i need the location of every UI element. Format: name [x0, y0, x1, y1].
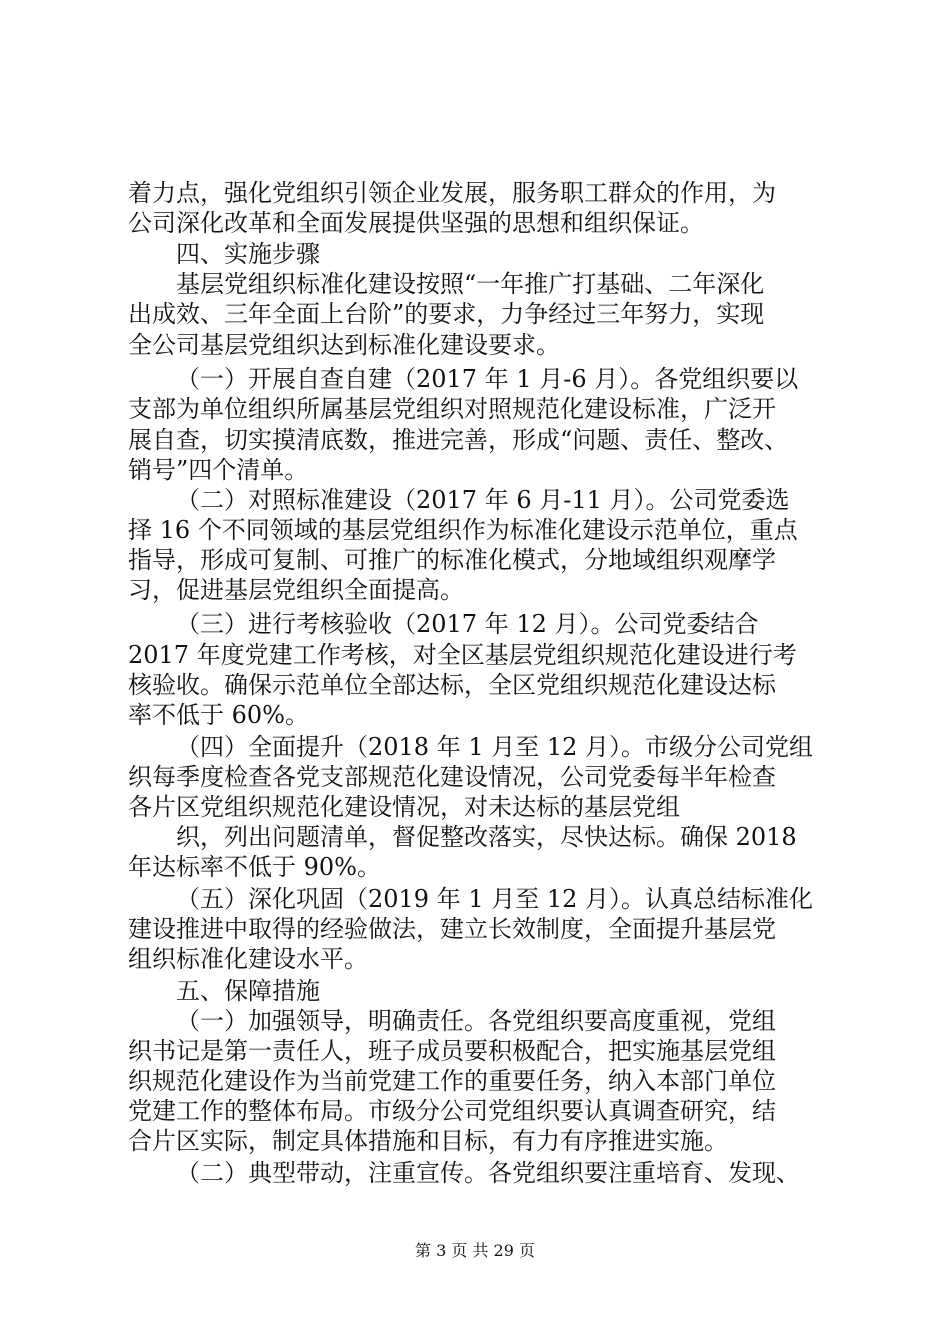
text-line: 基层党组织标准化建设按照“一年推广打基础、二年深化: [176, 270, 765, 298]
text-line: 着力点，强化党组织引领企业发展，服务职工群众的作用，为: [128, 179, 776, 207]
text-line: 全公司基层党组织达到标准化建设要求。: [128, 331, 560, 359]
text-line: 年达标率不低于 90%。: [128, 853, 381, 881]
text-line: 展自查，切实摸清底数，推进完善，形成“问题、责任、整改、: [128, 426, 789, 454]
text-line: 出成效、三年全面上台阶”的要求，力争经过三年努力，实现: [128, 300, 765, 328]
text-line: 组织标准化建设水平。: [128, 945, 368, 973]
text-line: 建设推进中取得的经验做法，建立长效制度，全面提升基层党: [128, 915, 776, 943]
text-line: 2017 年度党建工作考核，对全区基层党组织规范化建设进行考: [128, 641, 797, 669]
text-line: （一）开展自查自建（2017 年 1 月-6 月）。各党组织要以: [176, 365, 799, 393]
text-line: 织书记是第一责任人，班子成员要积极配合，把实施基层党组: [128, 1037, 776, 1065]
section-heading: 五、保障措施: [176, 977, 320, 1005]
text-line: （四）全面提升（2018 年 1 月至 12 月）。市级分公司党组: [176, 733, 814, 761]
page-footer: 第 3 页 共 29 页: [415, 1241, 535, 1260]
text-line: 党建工作的整体布局。市级分公司党组织要认真调查研究，结: [128, 1097, 776, 1125]
text-line: （二）对照标准建设（2017 年 6 月-11 月）。公司党委选: [176, 486, 790, 514]
text-line: 核验收。确保示范单位全部达标，全区党组织规范化建设达标: [128, 671, 776, 699]
text-line: （一）加强领导，明确责任。各党组织要高度重视，党组: [176, 1007, 776, 1035]
text-line: （三）进行考核验收（2017 年 12 月）。公司党委结合: [176, 610, 759, 638]
text-line: 销号”四个清单。: [128, 456, 309, 484]
text-line: （二）典型带动，注重宣传。各党组织要注重培育、发现、: [176, 1159, 800, 1187]
section-heading: 四、实施步骤: [176, 240, 320, 268]
text-line: 织规范化建设作为当前党建工作的重要任务，纳入本部门单位: [128, 1067, 776, 1095]
text-line: 支部为单位组织所属基层党组织对照规范化建设标准，广泛开: [128, 395, 776, 423]
text-line: 各片区党组织规范化建设情况，对未达标的基层党组: [128, 793, 680, 821]
text-line: 指导，形成可复制、可推广的标准化模式，分地域组织观摩学: [128, 546, 776, 574]
text-line: （五）深化巩固（2019 年 1 月至 12 月）。认真总结标准化: [176, 885, 814, 913]
text-line: 织，列出问题清单，督促整改落实，尽快达标。确保 2018: [176, 823, 797, 851]
text-line: 习，促进基层党组织全面提高。: [128, 576, 464, 604]
text-line: 率不低于 60%。: [128, 701, 309, 729]
text-line: 公司深化改革和全面发展提供坚强的思想和组织保证。: [128, 209, 704, 237]
text-line: 合片区实际，制定具体措施和目标，有力有序推进实施。: [128, 1127, 728, 1155]
text-line: 择 16 个不同领域的基层党组织作为标准化建设示范单位，重点: [128, 516, 798, 544]
text-line: 织每季度检查各党支部规范化建设情况，公司党委每半年检查: [128, 763, 776, 791]
